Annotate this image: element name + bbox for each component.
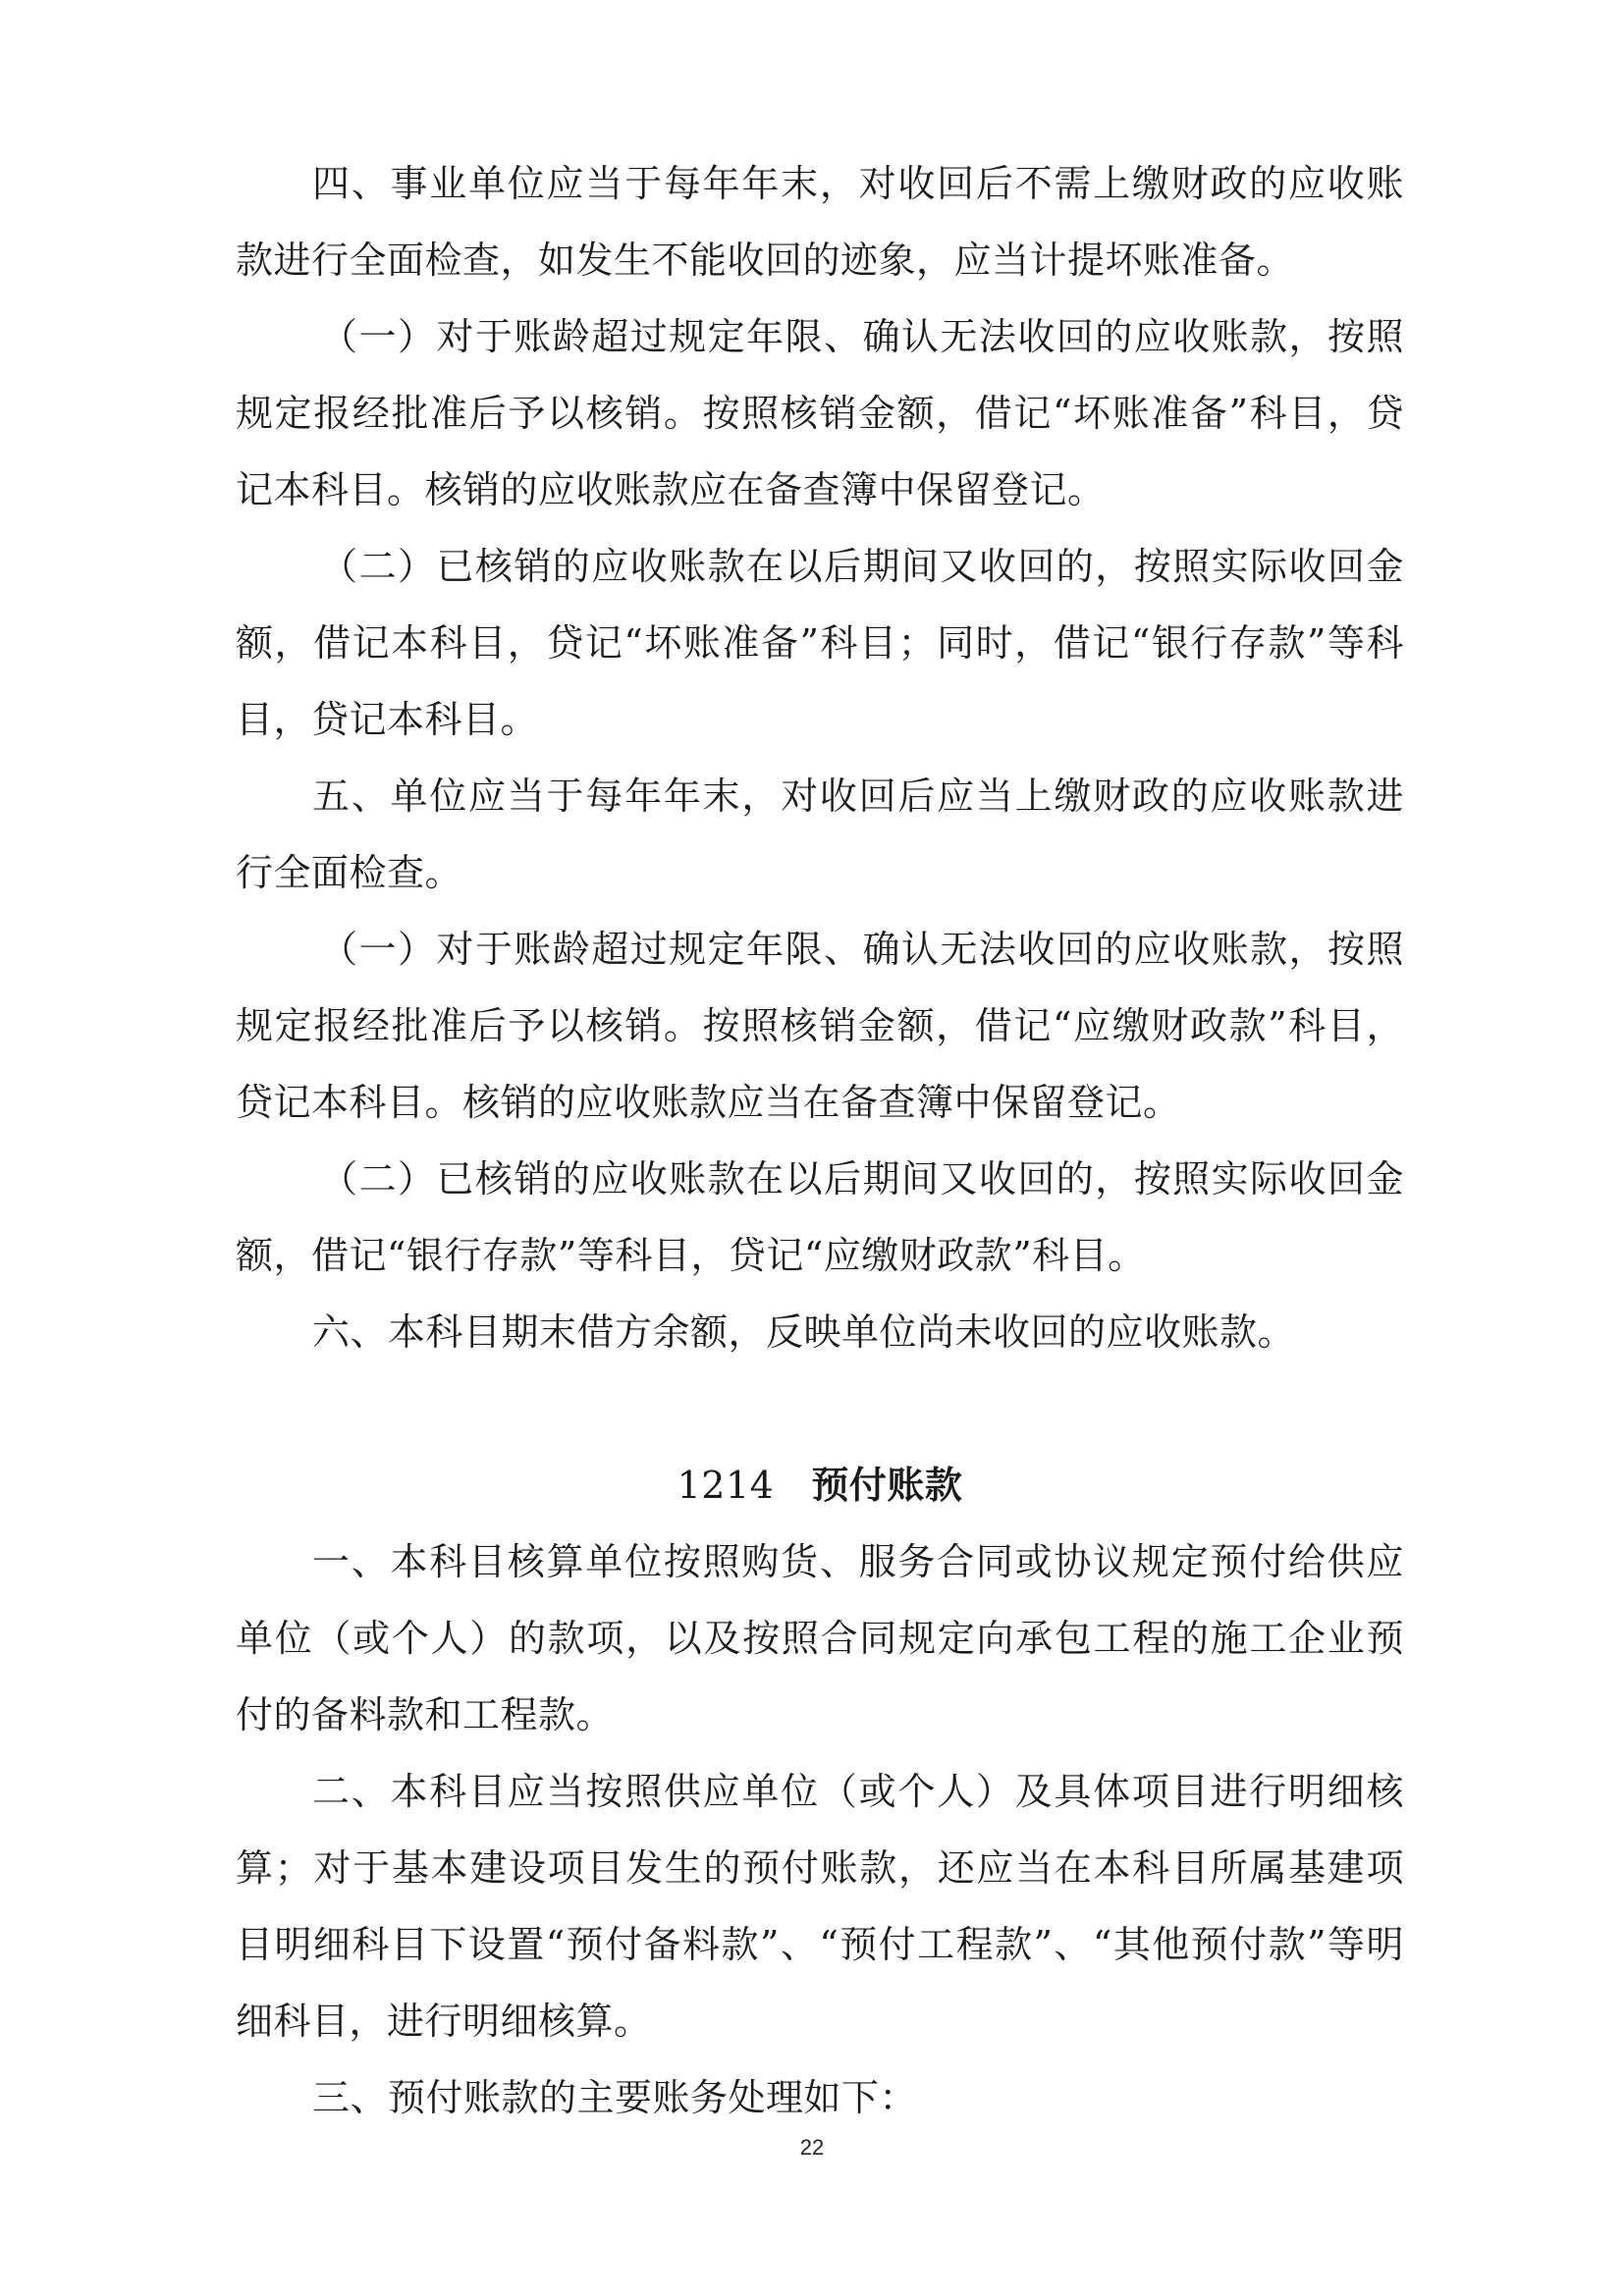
section-title: 预付账款: [811, 1463, 963, 1507]
paragraph-section-4-item-2: （二）已核销的应收账款在以后期间又收回的，按照实际收回金额，借记本科目，贷记“坏账准备”科目；同时，借记“银行存款”等科目，贷记本科目。: [236, 545, 1404, 741]
paragraph-section-5-item-2: （二）已核销的应收账款在以后期间又收回的，按照实际收回金额，借记“银行存款”等科目，贷记“应缴财政款”科目。: [236, 1157, 1404, 1277]
page-number: 22: [799, 2135, 825, 2160]
paragraph-prepaid-3: 三、预付账款的主要账务处理如下：: [312, 2076, 918, 2119]
paragraph-section-4-item-1: （一）对于账龄超过规定年限、确认无法收回的应收账款，按照规定报经批准后予以核销。按照核销金额，借记“坏账准备”科目，贷记本科目。核销的应收账款应在备查簿中保留登记。: [236, 315, 1404, 511]
document-body: [236, 145, 1404, 2136]
paragraph-prepaid-2: 二、本科目应当按照供应单位（或个人）及具体项目进行明细核算；对于基本建设项目发生的预付账款，还应当在本科目所属基建项目明细科目下设置“预付备料款”、“预付工程款”、“其他预付款”等明细科目，进行明细核算。: [236, 1770, 1404, 2043]
paragraph-section-6: 六、本科目期末借方余额，反映单位尚未收回的应收账款。: [312, 1310, 1296, 1354]
paragraph-section-4: 四、事业单位应当于每年年末，对收回后不需上缴财政的应收账款进行全面检查，如发生不能收回的迹象，应当计提坏账准备。: [236, 162, 1404, 282]
section-code: 1214: [677, 1464, 775, 1507]
paragraph-section-5: 五、单位应当于每年年末，对收回后应当上缴财政的应收账款进行全面检查。: [236, 774, 1404, 894]
section-spacer: [236, 1370, 1404, 1447]
paragraph-section-5-item-1: （一）对于账龄超过规定年限、确认无法收回的应收账款，按照规定报经批准后予以核销。按照核销金额，借记“应缴财政款”科目，贷记本科目。核销的应收账款应当在备查簿中保留登记。: [236, 928, 1404, 1124]
paragraph-prepaid-1: 一、本科目核算单位按照购货、服务合同或协议规定预付给供应单位（或个人）的款项，以及按照合同规定向承包工程的施工企业预付的备料款和工程款。: [236, 1540, 1404, 1736]
section-heading: [236, 1447, 1404, 1523]
